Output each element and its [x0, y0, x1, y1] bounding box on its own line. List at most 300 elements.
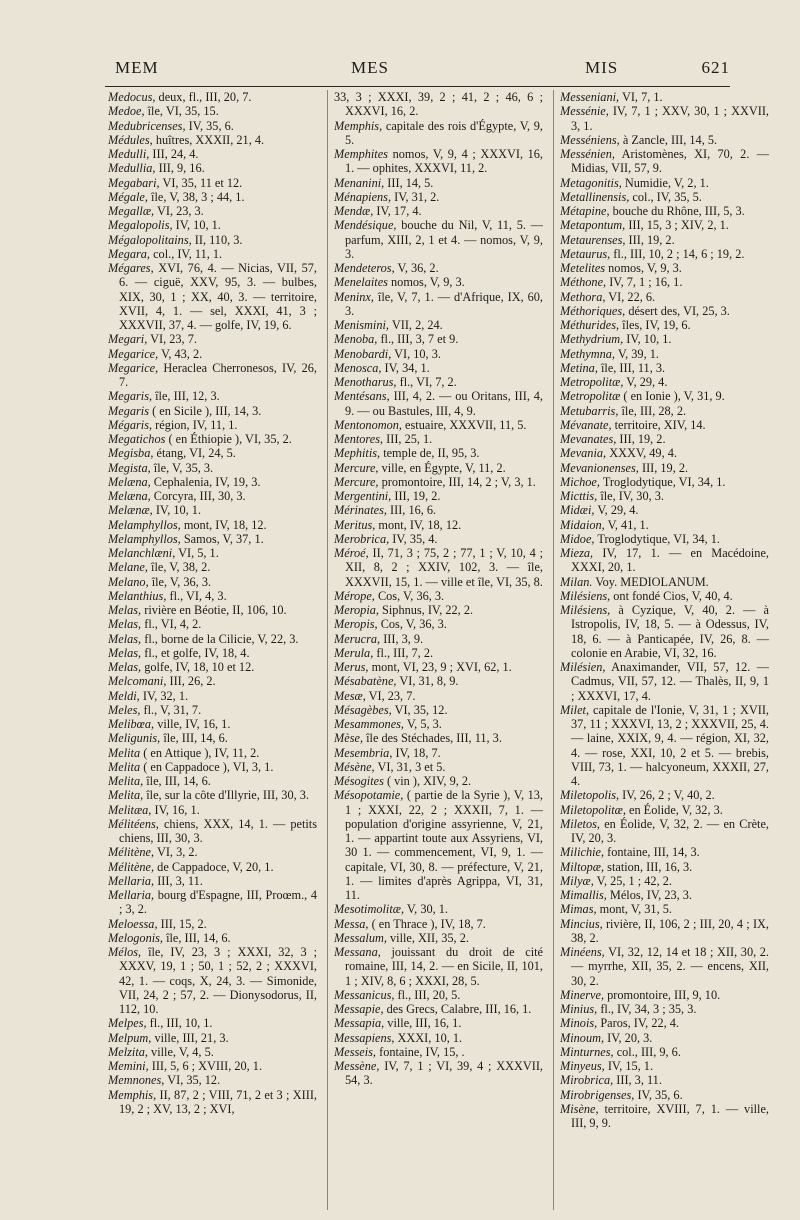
- entry-references: col., IV, 35, 5.: [632, 189, 702, 204]
- entry-references: mont, IV, 18, 12.: [183, 517, 267, 532]
- index-entry: [560, 361, 769, 375]
- index-entry: [108, 418, 317, 432]
- entry-references: III, 15, 3 ; XIV, 2, 1.: [628, 218, 729, 233]
- entry-references: V, 41, 1.: [607, 517, 649, 532]
- entry-term: Methora,: [560, 289, 606, 304]
- index-entry: [334, 731, 543, 745]
- entry-term: Messeis,: [334, 1044, 377, 1059]
- index-entry: [108, 104, 317, 118]
- entry-term: Messanicus,: [334, 987, 395, 1002]
- entry-references: V, 5, 3.: [406, 717, 442, 731]
- entry-references: XXXV, 49, 4.: [609, 446, 677, 461]
- entry-term: Mésagèbes,: [334, 702, 392, 717]
- entry-references: île, VI, 35, 15.: [147, 104, 219, 119]
- entry-term: Megista,: [108, 460, 151, 475]
- entry-references: territoire, XVIII, 7, 1. — ville, III, 9, 9.: [571, 1101, 769, 1130]
- entry-references: IV, 18, 7.: [395, 745, 441, 760]
- entry-term: Mérinates,: [334, 503, 387, 518]
- entry-references: III, 26, 2.: [169, 674, 216, 689]
- entry-term: Meldi,: [108, 688, 140, 703]
- index-entry: [108, 888, 317, 917]
- entry-references: Voy. MEDIOLANUM.: [595, 574, 709, 589]
- entry-term: Métapine,: [560, 204, 610, 218]
- index-entry: [334, 917, 543, 931]
- index-entry: [334, 689, 543, 703]
- entry-term: Meligunis,: [108, 731, 161, 746]
- entry-references: IV, 7, 1 ; 16, 1.: [609, 275, 683, 290]
- entry-references: à Cyzique, V, 40, 2. — à Istropolis, IV, 18, 5. — à Odessus, IV, 18, 6. — à Panticapée, IV, 26, 8. — colonie en Arabie, VI, 32, 16.: [571, 603, 769, 660]
- entry-references: IV, 32, 1.: [142, 688, 189, 703]
- index-entry: [560, 1088, 769, 1102]
- entry-references: nomos, V, 9, 4 ; XXXVI, 16, 1. — ophites, XXXVI, 11, 2.: [345, 147, 543, 176]
- index-entry: [334, 275, 543, 289]
- entry-references: ( en Cappadoce ), VI, 3, 1.: [143, 759, 274, 774]
- index-entry: [560, 133, 769, 147]
- entry-references: V, 29, 4.: [597, 503, 639, 518]
- index-entry: [560, 518, 769, 532]
- index-entry: [108, 703, 317, 717]
- entry-term: Menanini,: [334, 175, 385, 190]
- entry-term: Metallinensis,: [560, 189, 630, 204]
- entry-term: Mincius,: [560, 916, 603, 931]
- index-entry: [560, 290, 769, 304]
- index-entry: [334, 290, 543, 319]
- entry-references: fl., III, 3, 7 et 9.: [380, 332, 459, 347]
- index-entry: [560, 546, 769, 575]
- index-entry: [108, 475, 317, 489]
- index-entry: [108, 1073, 317, 1087]
- index-entry: [560, 917, 769, 946]
- entry-references: VII, 2, 24.: [391, 318, 443, 332]
- entry-references: fl., IV, 34, 3 ; 35, 3.: [600, 1002, 697, 1016]
- entry-term: Merobrica,: [334, 531, 390, 546]
- entry-term: Ménapiens,: [334, 189, 392, 204]
- index-entry: [560, 318, 769, 332]
- entry-term: Mellaria,: [108, 873, 155, 888]
- entry-references: fl., borne de la Cilicie, V, 22, 3.: [144, 631, 299, 646]
- entry-references: III, 9, 16.: [158, 161, 205, 176]
- entry-references: Paros, IV, 22, 4.: [600, 1016, 679, 1031]
- entry-term: Methydrium,: [560, 332, 624, 347]
- index-entry: [334, 788, 543, 902]
- entry-term: Medoe,: [108, 104, 145, 119]
- entry-term: Melpes,: [108, 1016, 147, 1031]
- entry-term: Milyæ,: [560, 873, 594, 888]
- entry-references: ville, XII, 35, 2.: [390, 930, 469, 945]
- entry-references: ( en Sicile ), III, 14, 3.: [152, 403, 262, 418]
- entry-references: V, 36, 2.: [397, 261, 439, 275]
- index-entry: [560, 389, 769, 403]
- index-column-1: [108, 90, 317, 1210]
- entry-references: des Grecs, Calabre, III, 16, 1.: [386, 1002, 532, 1016]
- entry-references: ( partie de la Syrie ), V, 13, 1 ; XXXI, 22, 2 ; XXXII, 7, 1. — population d'origine assyrienne, V, 21, 1. — appartint toute aux Assyriens, VI, 30 1. — commencement, VI, 9, 1. — capitale, VI, 30, 8. — préfecture, V, 21, 1. — limites d'après Agrippa, VI, 31, 11.: [345, 788, 543, 902]
- index-entry: [334, 1016, 543, 1030]
- index-entry: [560, 90, 769, 104]
- entry-term: Mirobrigenses,: [560, 1087, 635, 1102]
- entry-term: Meloessa,: [108, 916, 158, 931]
- entry-term: Melita,: [108, 788, 144, 803]
- entry-term: Milésiens,: [560, 588, 611, 603]
- entry-term: Mentésans,: [334, 389, 390, 404]
- index-entry: [334, 532, 543, 546]
- index-entry: [560, 332, 769, 346]
- index-entry: [334, 703, 543, 717]
- entry-references: ( en Attique ), IV, 11, 2.: [143, 745, 260, 760]
- entry-term: Megaris,: [108, 389, 153, 404]
- entry-references: II, 110, 3.: [194, 232, 243, 247]
- index-entry: [334, 475, 543, 489]
- entry-references: mont, VI, 23, 9 ; XVI, 62, 1.: [371, 660, 512, 674]
- entry-references: de Cappadoce, V, 20, 1.: [157, 859, 274, 874]
- index-entry: [108, 147, 317, 161]
- entry-references: Anaximander, VII, 57, 12. — Cadmus, VII, 57, 12. — Thalès, II, 9, 1 ; XXXVI, 17, 4.: [571, 660, 769, 703]
- entry-references: île, III, 14, 6.: [166, 930, 231, 945]
- index-entry: [560, 461, 769, 475]
- entry-references: VI, 31, 8, 9.: [399, 674, 459, 689]
- index-entry: [560, 1045, 769, 1059]
- entry-references: IV, 35, 6.: [188, 118, 234, 133]
- entry-references: fl., V, 31, 7.: [143, 702, 202, 717]
- entry-term: Megisba,: [108, 446, 154, 461]
- entry-references: III, 24, 4.: [152, 147, 199, 161]
- index-entry: [108, 133, 317, 147]
- index-entry: [334, 261, 543, 275]
- entry-term: Minius,: [560, 1002, 598, 1016]
- entry-term: Mieza,: [560, 546, 594, 560]
- entry-term: Mésopotamie,: [334, 788, 404, 803]
- index-entry: [334, 1059, 543, 1088]
- entry-references: III, 5, 6 ; XVIII, 20, 1.: [151, 1059, 263, 1073]
- entry-references: IV, 17, 4.: [376, 204, 422, 218]
- entry-term: Misène,: [560, 1101, 599, 1116]
- entry-term: Messapia,: [334, 1016, 385, 1031]
- index-entry: [108, 760, 317, 774]
- entry-term: Mélitène,: [108, 859, 155, 874]
- entry-term: Mésabatène,: [334, 674, 397, 689]
- entry-references: ont fondé Cios, V, 40, 4.: [613, 588, 733, 603]
- entry-term: Menobardi,: [334, 346, 392, 361]
- entry-references: Cephalenia, IV, 19, 3.: [153, 474, 261, 489]
- entry-references: ville, III, 16, 1.: [387, 1016, 462, 1031]
- entry-references: île, V, 36, 3.: [151, 574, 212, 589]
- index-entry: [560, 788, 769, 802]
- entry-term: Melcomani,: [108, 674, 167, 689]
- entry-term: Memphis,: [334, 118, 383, 133]
- entry-references: fontaine, III, 14, 3.: [607, 845, 700, 860]
- entry-references: île, III, 14, 6.: [146, 774, 211, 788]
- index-entry: [560, 945, 769, 988]
- entry-references: ville, IV, 16, 1.: [157, 717, 231, 731]
- entry-term: Megarice,: [108, 360, 159, 375]
- index-entry: [108, 575, 317, 589]
- entry-term: Mévanate,: [560, 417, 612, 432]
- entry-references: Cos, V, 36, 3.: [380, 617, 447, 632]
- index-entry: [108, 176, 317, 190]
- entry-term: Messeniani,: [560, 90, 620, 104]
- index-entry: [560, 1102, 769, 1131]
- index-entry: [108, 731, 317, 745]
- page-number: 621: [701, 58, 730, 77]
- index-entry: [560, 446, 769, 460]
- index-entry: [108, 674, 317, 688]
- index-entry: [108, 161, 317, 175]
- index-entry: [334, 660, 543, 674]
- entry-references: Troglodytique, VI, 34, 1.: [602, 474, 726, 489]
- entry-references: mont, IV, 18, 12.: [378, 517, 462, 532]
- entry-term: Medubricenses,: [108, 118, 186, 133]
- entry-term: Messapiens,: [334, 1030, 395, 1045]
- entry-term: Melita,: [108, 774, 144, 788]
- entry-references: III, 19, 2.: [628, 232, 675, 247]
- index-entry: [334, 446, 543, 460]
- entry-references: V, 43, 2.: [161, 346, 203, 361]
- entry-term: Melita: [108, 759, 141, 774]
- entry-references: III, 25, 1.: [386, 432, 433, 446]
- index-entry: [334, 760, 543, 774]
- index-entry: [560, 261, 769, 275]
- entry-references: station, III, 16, 3.: [607, 859, 693, 874]
- entry-references: III, 14, 5.: [387, 175, 434, 190]
- entry-term: Memphites: [334, 147, 388, 161]
- entry-references: rivière, II, 106, 2 ; III, 20, 4 ; IX, 38, 2.: [571, 916, 769, 945]
- entry-term: Mirobrica,: [560, 1073, 614, 1088]
- index-entry: [560, 660, 769, 703]
- entry-term: Méthurides,: [560, 318, 620, 332]
- entry-term: Mesembria,: [334, 745, 393, 760]
- index-entry: [560, 275, 769, 289]
- index-entry: [108, 489, 317, 503]
- entry-term: Micttis,: [560, 489, 598, 503]
- column-divider: [553, 90, 554, 1210]
- entry-references: fontaine, IV, 15, .: [379, 1044, 465, 1059]
- entry-term: Minéens,: [560, 945, 605, 959]
- entry-references: V, 29, 4.: [626, 375, 668, 389]
- entry-term: Megara,: [108, 246, 151, 261]
- index-entry: [560, 304, 769, 318]
- entry-term: Mimas,: [560, 902, 597, 917]
- index-entry: [108, 817, 317, 846]
- entry-term: Methymna,: [560, 346, 615, 361]
- entry-term: Mimallis,: [560, 888, 607, 902]
- index-entry: [334, 646, 543, 660]
- entry-term: Milet,: [560, 702, 590, 717]
- index-entry: [560, 104, 769, 133]
- index-entry: [560, 845, 769, 859]
- entry-term: Memnones,: [108, 1073, 165, 1088]
- entry-references: VI, 23, 3.: [156, 204, 204, 218]
- entry-term: Metropolitæ,: [560, 375, 624, 389]
- index-entry: [334, 489, 543, 503]
- index-entry: [560, 902, 769, 916]
- entry-references: Aristomènes, XI, 70, 2. — Midias, VII, 57, 9.: [571, 147, 769, 176]
- entry-term: Meritus,: [334, 517, 376, 532]
- index-entry: [560, 860, 769, 874]
- index-entry: [560, 1031, 769, 1045]
- index-entry: [334, 190, 543, 204]
- entry-term: Messana,: [334, 945, 381, 959]
- entry-term: Megallæ,: [108, 204, 155, 218]
- entry-term: Minois,: [560, 1016, 598, 1031]
- entry-references: VI, 3, 2.: [156, 845, 198, 860]
- entry-references: Corcyra, III, 30, 3.: [153, 489, 246, 503]
- entry-references: IV, 10, 1.: [626, 332, 672, 347]
- index-entry: [108, 803, 317, 817]
- entry-term: Mergentini,: [334, 489, 392, 503]
- entry-references: IV, 17, 1. — en Macédoine, XXXI, 20, 1.: [571, 546, 769, 575]
- entry-term: Miltopæ,: [560, 859, 605, 874]
- entry-term: Milichie,: [560, 845, 605, 860]
- entry-term: Melita: [108, 745, 141, 760]
- entry-term: Melibœa,: [108, 717, 155, 731]
- entry-term: Menotharus,: [334, 375, 397, 389]
- entry-term: Mendésique,: [334, 218, 397, 233]
- header-left-word: MEM: [115, 58, 159, 77]
- entry-references: à Zancle, III, 14, 5.: [622, 132, 718, 147]
- index-entry: [560, 1059, 769, 1073]
- entry-references: III, 3, 11.: [616, 1073, 662, 1088]
- entry-references: III, 16, 6.: [390, 503, 437, 518]
- entry-term: Metagonitis,: [560, 175, 622, 190]
- entry-references: île, IV, 30, 3.: [600, 489, 664, 503]
- entry-term: Mesæ,: [334, 688, 366, 703]
- entry-references: IV, 10, 1.: [155, 503, 202, 518]
- entry-references: bourg d'Espagne, III, Proœm., 4 ; 3, 2.: [119, 888, 317, 917]
- entry-term: Midaion,: [560, 517, 605, 532]
- entry-term: Midæi,: [560, 503, 595, 518]
- entry-references: III, 19, 2.: [619, 432, 666, 446]
- entry-references: col., IV, 11, 1.: [153, 246, 223, 261]
- index-entry: [108, 788, 317, 802]
- index-entry: [560, 375, 769, 389]
- entry-term: Melæna,: [108, 489, 151, 503]
- header-rule: [105, 86, 730, 87]
- index-entry: [108, 404, 317, 418]
- entry-references: mont, V, 31, 5.: [599, 902, 672, 917]
- index-entry: [108, 190, 317, 204]
- entry-references: ( en Ionie ), V, 31, 9.: [623, 389, 725, 404]
- entry-term: Menismini,: [334, 318, 389, 332]
- index-entry: [108, 746, 317, 760]
- index-entry: [560, 1002, 769, 1016]
- entry-references: bouche du Nil, V, 11, 5. — parfum, XIII, 2, 1 et 4. — nomos, V, 9, 3.: [345, 218, 543, 261]
- entry-term: Memini,: [108, 1059, 149, 1073]
- entry-references: fl., et golfe, IV, 18, 4.: [144, 645, 250, 660]
- entry-references: VI, 32, 12, 14 et 18 ; XII, 30, 2. — myrrhe, XII, 35, 2. — encens, XII, 30, 2.: [571, 945, 769, 988]
- entry-references: île, V, 38, 2.: [151, 560, 211, 575]
- entry-term: Mésogites: [334, 774, 384, 788]
- index-entry: [108, 1059, 317, 1073]
- entry-references: huîtres, XXXII, 21, 4.: [155, 132, 265, 147]
- entry-term: Melogonis,: [108, 930, 163, 945]
- entry-term: Melanthius,: [108, 588, 167, 603]
- entry-term: Mevanates,: [560, 432, 617, 446]
- index-entry: [108, 261, 317, 332]
- index-entry: [334, 603, 543, 617]
- entry-references: fl., III, 7, 2.: [376, 645, 434, 660]
- entry-term: Mésène,: [334, 759, 375, 774]
- index-entry: [560, 703, 769, 789]
- entry-references: VI, 10, 3.: [394, 346, 441, 361]
- entry-term: Metelites: [560, 261, 606, 275]
- entry-term: Medulli,: [108, 147, 150, 161]
- entry-term: Milésiens,: [560, 603, 611, 617]
- entry-references: IV, 35, 6.: [637, 1087, 683, 1102]
- index-entry: [334, 503, 543, 517]
- entry-references: estuaire, XXXVII, 11, 5.: [405, 417, 527, 432]
- index-entry: [108, 717, 317, 731]
- entry-term: Melzita,: [108, 1044, 148, 1059]
- entry-term: Melænæ,: [108, 503, 153, 518]
- entry-term: Mérope,: [334, 588, 375, 603]
- entry-term: Mesotimolitæ,: [334, 902, 405, 917]
- entry-references: VI, 35, 11 et 12.: [162, 175, 243, 190]
- index-entry: [108, 361, 317, 390]
- entry-references: île, sur la côte d'Illyrie, III, 30, 3.: [146, 788, 309, 803]
- index-entry: [108, 632, 317, 646]
- entry-references: île, III, 11, 3.: [600, 360, 666, 375]
- entry-term: Metaurus,: [560, 246, 611, 261]
- entry-references: île, III, 12, 3.: [155, 389, 220, 404]
- entry-references: col., III, 9, 6.: [616, 1044, 681, 1059]
- index-entry: [334, 632, 543, 646]
- index-entry: [334, 518, 543, 532]
- entry-term: Medocus,: [108, 90, 156, 104]
- entry-term: Michoe,: [560, 474, 600, 489]
- entry-references: ville, III, 21, 3.: [154, 1030, 229, 1045]
- entry-term: Messénien,: [560, 147, 615, 161]
- index-entry: [108, 617, 317, 631]
- index-entry: [560, 1016, 769, 1030]
- entry-term: Mellaria,: [108, 888, 155, 902]
- entry-term: Mégale,: [108, 189, 148, 204]
- entry-references: désert des, VI, 25, 3.: [628, 303, 730, 318]
- entry-term: Metapontum,: [560, 218, 626, 233]
- entry-term: Metina,: [560, 360, 598, 375]
- entry-term: Mégaris,: [108, 417, 153, 432]
- index-entry: [108, 660, 317, 674]
- index-entry: [560, 418, 769, 432]
- index-entry: [108, 774, 317, 788]
- header-right-word: MIS: [585, 58, 619, 77]
- index-entry: [560, 803, 769, 817]
- entry-references: III, 3, 11.: [157, 873, 203, 888]
- entry-references: temple de, II, 95, 3.: [383, 446, 480, 461]
- index-entry: [108, 347, 317, 361]
- entry-references: V, 30, 1.: [406, 902, 449, 917]
- index-entry: [108, 860, 317, 874]
- entry-references: IV, 26, 2 ; V, 40, 2.: [622, 788, 715, 803]
- header-middle-word: MES: [351, 58, 389, 77]
- entry-term: Messalum,: [334, 930, 387, 945]
- index-entry: [108, 1031, 317, 1045]
- entry-term: Méthoriques,: [560, 303, 626, 318]
- index-entry: [560, 489, 769, 503]
- index-entry: [334, 746, 543, 760]
- index-entry: [334, 617, 543, 631]
- entry-references: Numidie, V, 2, 1.: [624, 175, 709, 190]
- index-entry: [108, 874, 317, 888]
- index-entry: [560, 147, 769, 176]
- index-entry: [334, 774, 543, 788]
- entry-references: VI, 7, 1.: [621, 90, 663, 104]
- index-entry: [334, 432, 543, 446]
- entry-term: Melpum,: [108, 1030, 152, 1045]
- entry-term: Mesammones,: [334, 717, 405, 731]
- entry-term: Mélos,: [108, 945, 142, 959]
- entry-references: III, 3, 9.: [383, 631, 424, 646]
- index-entry: [560, 404, 769, 418]
- entry-references: VI, 23, 7.: [368, 688, 416, 703]
